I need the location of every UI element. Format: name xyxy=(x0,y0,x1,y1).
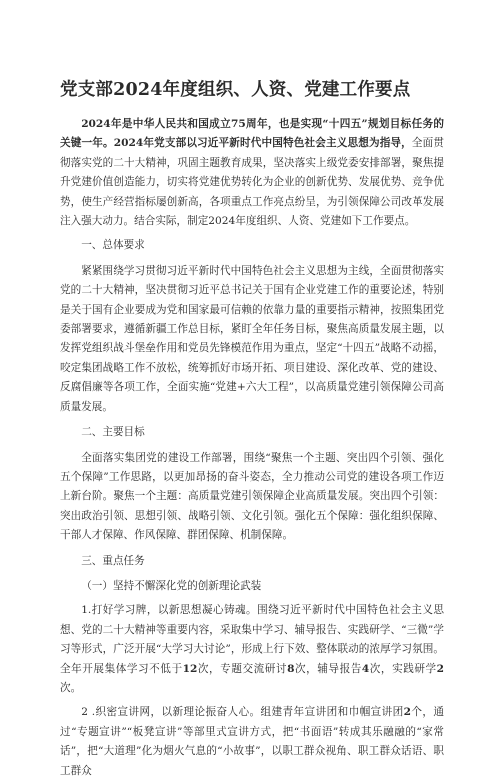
task-item-2-lead: 2 .织密宣讲网，以新理论振奋人心。 xyxy=(81,706,261,719)
intro-rest: 全面贯彻落实党的二十大精神，巩固主题教育成果，坚决落实上级党委安排部署，聚焦提升党建价值创造能力，切实将党建优势转化为企业的创新优势、发展优势、竞争优势，使生产经营指标屡创新高，各项重点工作亮点纷呈，为引领保障公司改革发展注入强大动力。结合实际，制定2024年度组织、人资、党建如下工作要点。 xyxy=(60,137,445,228)
task-item-2 xyxy=(60,703,444,781)
task-item-1-count-practice: 2 xyxy=(436,662,445,675)
section2-heading: 二、主要目标 xyxy=(81,426,145,439)
task-item-1-text-d: 次，实践研学 xyxy=(369,662,437,675)
section1-heading: 一、总体要求 xyxy=(81,239,145,252)
section3-subheading-1: （一）坚持不懈深化党的创新理论武装 xyxy=(81,579,262,592)
task-item-2-count-teams: 2 xyxy=(403,706,411,719)
task-item-1 xyxy=(60,601,444,698)
task-item-1-count-report: 4 xyxy=(361,662,370,675)
task-item-1-count-seminar: 8 xyxy=(287,662,295,675)
task-item-2-text-a: 组建青年宣讲团和巾帼宣讲团 xyxy=(260,706,404,719)
intro-bold-lead: 2024年是中华人民共和国成立75周年，也是实现“十四五”规划目标任务的关键一年。2024年党支部以习近平新时代中国特色社会主义思想为指导， xyxy=(60,118,444,150)
task-item-1-text-c: 次，辅导报告 xyxy=(294,662,362,675)
task-item-1-text-b: 次，专题交流研讨 xyxy=(197,662,288,675)
section1-paragraph: 紧紧围绕学习贯彻习近平新时代中国特色社会主义思想为主线，全面贯彻落实党的二十大精神，坚决贯彻习近平总书记关于国有企业党建工作的重要论述，特别是关于国有企业要成为党和国家最可信赖的依靠力量的重要指示精神，按照集团党委部署要求，遵循新疆工作总目标，紧盯全年任务目标，聚焦高质量发展主题，以发挥党组织战斗堡垒作用和党员先锋模范作用为重点，坚定“十四五”战略不动摇，咬定集团战略工作不放松，统筹抓好市场开拓、项目建设、深化改革、党的建设、反腐倡廉等各项工作，全面实施“党建+六大工程”，以高质量党建引领保障公司高质量发展。 xyxy=(60,264,444,413)
task-item-1-text-a: 围绕习近平新时代中国特色社会主义思想、党的二十大精神等重要内容，采取集中学习、辅导报告、实践研学、“三微”学习等形式，广泛开展“大学习大讨论”，形成上行下效、整体联动的浓厚学习氛围。全年开展集体学习不低于 xyxy=(60,604,445,675)
intro-paragraph xyxy=(60,115,444,231)
task-item-1-text-e: 次。 xyxy=(60,681,82,694)
document-title: 党支部2024年度组织、人资、党建工作要点 xyxy=(60,80,411,100)
task-item-1-lead: 1.打好学习牌，以新思想凝心铸魂。 xyxy=(81,604,258,617)
section2-paragraph: 全面落实集团党的建设工作部署，围绕“聚焦一个主题、突出四个引领、强化五个保障”工作思路，以更加昂扬的奋斗姿态，全力推动公司党的建设各项工作迈上新台阶。聚焦一个主题：高质量党建引领保障企业高质量发展。突出四个引领：突出政治引领、思想引领、战略引领、文化引领。强化五个保障：强化组织保障、干部人才保障、作风保障、群团保障、机制保障。 xyxy=(60,451,444,542)
section3-heading: 三、重点任务 xyxy=(81,554,145,567)
task-item-2-text-b: 个，通过“专题宣讲”“板凳宣讲”等部里式宣讲方式，把“书面语”转成其乐融融的“家常话”，把“大道理”化为烟火气息的“小故事”，以职工群众视角、职工群众话语、职工群众 xyxy=(60,706,444,777)
task-item-1-count-study: 12 xyxy=(182,662,198,675)
